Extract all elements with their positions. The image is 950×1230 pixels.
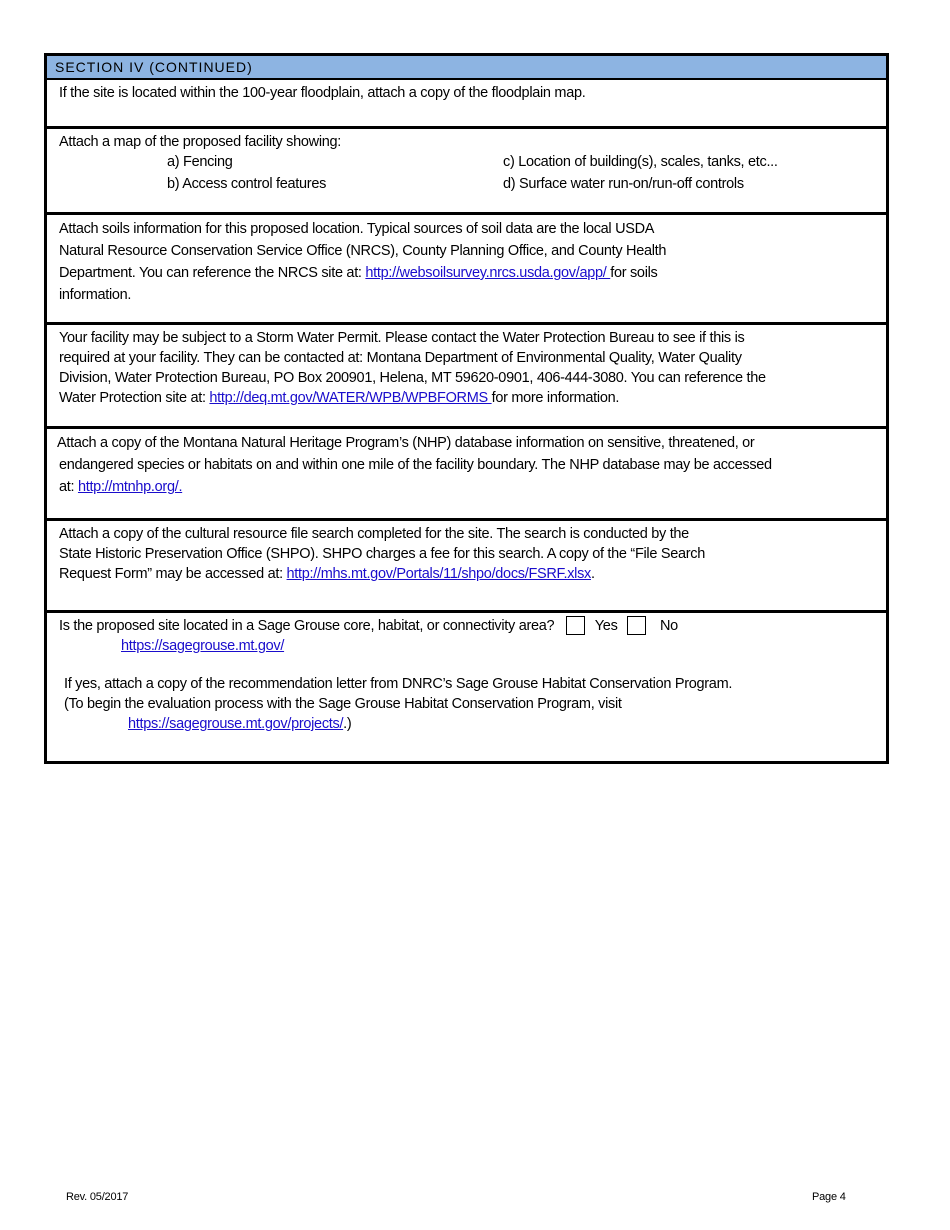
soils-line-3-suffix: for soils: [610, 265, 658, 281]
storm-water-line-4-suffix: for more information.: [491, 390, 620, 406]
storm-water-line-3: Division, Water Protection Bureau, PO Box 200901, Helena, MT 59620-0901, 406-444-3080. You can reference the: [59, 370, 766, 386]
facility-map-items: [59, 152, 870, 196]
facility-map-intro: Attach a map of the proposed facility showing:: [59, 134, 342, 150]
nhp-line-2: endangered species or habitats on and within one mile of the facility boundary. The NHP database may be accessed: [59, 457, 772, 473]
cultural-line-1: Attach a copy of the cultural resource file search completed for the site. The search is conducted by the: [59, 526, 689, 542]
storm-water-row: [47, 325, 886, 429]
cultural-line-3: [59, 564, 870, 584]
nhp-row: [47, 429, 886, 521]
sage-grouse-question-line: [59, 616, 870, 636]
cultural-line-2: State Historic Preservation Office (SHPO). SHPO charges a fee for this search. A copy of the “File Search: [59, 546, 705, 562]
soils-line-4: information.: [59, 287, 132, 303]
facility-item-surface-water: d) Surface water run-on/run-off controls: [503, 176, 744, 192]
spacer: [59, 656, 870, 674]
nhp-line-3: [57, 476, 870, 498]
no-label: No: [660, 618, 678, 634]
sage-grouse-projects-suffix: .): [343, 716, 352, 732]
storm-water-line-1: Your facility may be subject to a Storm Water Permit. Please contact the Water Protection Bureau to see if this is: [59, 330, 745, 346]
revision-date: Rev. 05/2017: [66, 1191, 129, 1203]
soils-row: [47, 215, 886, 325]
sage-grouse-link-line: [59, 636, 870, 656]
facility-item-access-control: b) Access control features: [167, 176, 327, 192]
soils-line-3: [59, 262, 870, 284]
page-number: Page 4: [812, 1191, 846, 1203]
storm-water-line-4-prefix: Water Protection site at:: [59, 390, 210, 406]
facility-item-fencing: a) Fencing: [167, 154, 233, 170]
no-checkbox[interactable]: [627, 616, 646, 635]
yes-checkbox[interactable]: [566, 616, 585, 635]
sage-grouse-question: Is the proposed site located in a Sage Grouse core, habitat, or connectivity area?: [59, 618, 555, 634]
storm-water-line-2: required at your facility. They can be contacted at: Montana Department of Environmental Quality, Water Quality: [59, 350, 742, 366]
cultural-line-3-prefix: Request Form” may be accessed at:: [59, 566, 287, 582]
section-iv-form: [44, 53, 889, 764]
sage-grouse-if-yes: If yes, attach a copy of the recommendation letter from DNRC’s Sage Grouse Habitat Conservation Program.: [64, 676, 733, 692]
sagegrouse-link[interactable]: https://sagegrouse.mt.gov/: [121, 638, 285, 654]
soils-line-1: Attach soils information for this proposed location. Typical sources of soil data are the local USDA: [59, 221, 655, 237]
cultural-line-3-suffix: .: [591, 566, 595, 582]
nrcs-link[interactable]: http://websoilsurvey.nrcs.usda.gov/app/: [365, 265, 611, 281]
sage-grouse-begin: (To begin the evaluation process with the Sage Grouse Habitat Conservation Program, visit: [64, 696, 622, 712]
facility-item-buildings: c) Location of building(s), scales, tanks, etc...: [503, 154, 778, 170]
section-header: SECTION IV (CONTINUED): [47, 56, 886, 80]
storm-water-line-4: [59, 388, 870, 408]
cultural-resource-row: [47, 521, 886, 613]
sage-grouse-row: [47, 613, 886, 761]
sagegrouse-projects-link[interactable]: https://sagegrouse.mt.gov/projects/: [128, 716, 344, 732]
mtnhp-link[interactable]: http://mtnhp.org/.: [77, 479, 183, 495]
soils-line-2: Natural Resource Conservation Service Office (NRCS), County Planning Office, and County Health: [59, 243, 667, 259]
floodplain-row: [47, 80, 886, 129]
nhp-line-3-prefix: at:: [59, 479, 78, 495]
facility-map-row: [47, 129, 886, 215]
nhp-line-1: Attach a copy of the Montana Natural Heritage Program’s (NHP) database information on sensitive, threatened, or: [57, 435, 755, 451]
shpo-fsrf-link[interactable]: http://mhs.mt.gov/Portals/11/shpo/docs/FSRF.xlsx: [286, 566, 591, 582]
yes-label: Yes: [594, 618, 618, 634]
wpb-forms-link[interactable]: http://deq.mt.gov/WATER/WPB/WPBFORMS: [209, 390, 492, 406]
sage-grouse-projects-line: [59, 714, 870, 734]
soils-line-3-prefix: Department. You can reference the NRCS site at:: [59, 265, 366, 281]
floodplain-text: If the site is located within the 100-year floodplain, attach a copy of the floodplain map.: [59, 85, 586, 101]
